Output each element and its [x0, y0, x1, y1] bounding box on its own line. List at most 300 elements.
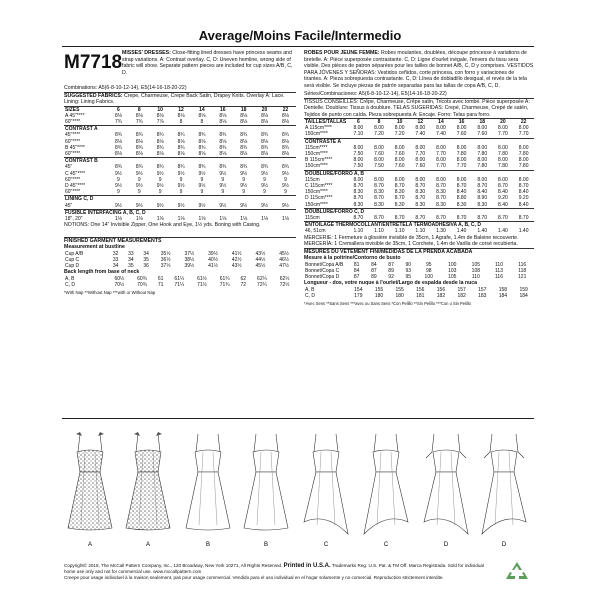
- table-cell: 9: [179, 189, 183, 196]
- table-cell: 60½: [114, 275, 125, 282]
- table-cell: 7.70: [498, 131, 508, 138]
- copyright-line: [64, 563, 494, 575]
- table-cell: 37½: [184, 250, 195, 257]
- table-cell: 8.00: [436, 176, 446, 183]
- table-cell: 8⅛: [135, 112, 143, 119]
- table-cell: 89: [388, 267, 394, 274]
- table-cell: 7.60: [394, 163, 405, 170]
- table-cell: 8.40: [477, 189, 488, 196]
- table-row: [64, 119, 296, 126]
- table-cell: 9½: [261, 170, 269, 177]
- table-cell: 105: [448, 274, 457, 281]
- table-cell: 60¾: [137, 275, 147, 282]
- table-cell: 36: [143, 263, 149, 270]
- table-cell: 1⅛: [156, 215, 164, 222]
- table-cell: 9½: [198, 170, 206, 177]
- row-label: Bonnet/Copa C: [305, 267, 340, 274]
- row-label: 60"****: [65, 138, 81, 145]
- table-cell: 7.10: [353, 131, 364, 138]
- dress-figure-c: [364, 434, 408, 548]
- table-cell: 8.30: [436, 189, 446, 196]
- table-cell: 71: [157, 281, 164, 288]
- row-label: Cup A/B: [65, 250, 84, 257]
- table-cell: 8.00: [353, 144, 364, 151]
- table-cell: 7.50: [353, 151, 364, 158]
- bustline-subtitle: Measurement at bustline: [64, 244, 125, 251]
- table-cell: 8.00: [394, 144, 405, 151]
- dress-figure-a: [126, 432, 170, 548]
- table-cell: 39½: [184, 263, 195, 270]
- table-cell: 100: [448, 261, 457, 268]
- table-cell: 8.80: [456, 195, 467, 202]
- table-cell: 1.10: [415, 228, 426, 235]
- table-cell: 8¾: [219, 164, 227, 171]
- table-cell: 8¾: [261, 132, 269, 139]
- row-label: 45": [65, 202, 73, 209]
- table-cell: 9½: [177, 182, 185, 189]
- row-label: C, D: [305, 292, 315, 299]
- table-cell: 8¾: [177, 144, 185, 151]
- table-cell: 41½: [208, 263, 218, 270]
- table-row: [64, 189, 296, 196]
- table-cell: 7.80: [477, 163, 488, 170]
- table-cell: 8⅛: [282, 138, 289, 145]
- row-label: 150cm****: [305, 131, 328, 138]
- size-header-cell: 16: [220, 106, 226, 113]
- row-label: CONTRASTE A: [305, 138, 341, 145]
- table-cell: 8.70: [498, 183, 508, 190]
- row-label: 60"****: [65, 118, 81, 125]
- view-letter: D: [443, 542, 449, 548]
- table-cell: 9½: [156, 182, 164, 189]
- table-cell: 1⅛: [135, 215, 143, 222]
- table-cell: 7.60: [415, 163, 426, 170]
- table-cell: 95: [405, 274, 412, 281]
- row-label: LINING C, D: [65, 196, 94, 203]
- table-cell: 1⅛: [114, 215, 122, 222]
- table-cell: 8.00: [518, 157, 529, 164]
- table-cell: 9: [158, 176, 162, 183]
- table-cell: 113: [495, 267, 503, 274]
- fr-es-length-title: Longueur - dos, votre nuque à l'ourlet/Largo de espalda desde la nuca: [304, 280, 478, 287]
- row-label: ENTOILAGE THERMOCOLLANT/ENTRETELA TERMOADHESIVA A, B, C, D: [305, 222, 481, 229]
- size-header-cell: 18: [479, 119, 486, 125]
- row-label: CONTRAST B: [65, 158, 98, 165]
- table-row: [304, 202, 534, 209]
- table-cell: 9½: [135, 202, 143, 209]
- table-cell: 9: [158, 189, 162, 196]
- table-cell: 9½: [114, 202, 122, 209]
- merceria: MERCERÍA: 1 Cremallera invisible de 35cm, 1 Corchete, 1.4m de Varilla de corsé recubierta.: [304, 241, 518, 248]
- table-row: [304, 293, 534, 299]
- table-cell: 9½: [156, 170, 164, 177]
- table-cell: 8¾: [282, 164, 289, 171]
- metric-length-table: [304, 287, 534, 299]
- table-cell: 84: [353, 267, 360, 274]
- table-cell: 184: [519, 292, 528, 299]
- row-label: 60"****: [65, 150, 81, 157]
- row-label: D 45"****: [65, 182, 86, 189]
- table-cell: 7¾: [135, 118, 143, 125]
- table-cell: 8.00: [518, 144, 529, 151]
- table-cell: 9: [179, 176, 183, 183]
- table-cell: 157: [457, 286, 466, 293]
- table-cell: 8.70: [477, 215, 488, 222]
- table-cell: 8.00: [374, 125, 384, 132]
- row-label: A, B: [65, 275, 75, 282]
- table-cell: 8⅛: [135, 138, 143, 145]
- back-length-table: [64, 276, 296, 288]
- table-cell: 1.10: [353, 228, 364, 235]
- table-cell: 9: [242, 189, 246, 196]
- table-cell: 8.30: [477, 201, 488, 208]
- size-header-cell: 22: [282, 106, 289, 113]
- table-cell: 8.00: [353, 176, 364, 183]
- french-spanish-rights: Creepe pour usage individuel à la maison seulement, pas pour usage commercial. Vendido para el uso individual en el hogar solamente y no comercial. Reproduction strictement interdite.: [64, 575, 444, 580]
- table-cell: 8¾: [198, 132, 206, 139]
- row-label: Bonnet/Copa A/B: [305, 261, 344, 268]
- table-cell: 8⅛: [114, 138, 122, 145]
- table-cell: 61: [157, 275, 164, 282]
- table-cell: 8.30: [353, 189, 364, 196]
- table-cell: 8.70: [415, 195, 426, 202]
- table-cell: 8.70: [374, 183, 384, 190]
- table-cell: 9: [221, 176, 225, 183]
- table-cell: 38½: [184, 256, 195, 263]
- table-cell: 8⅛: [219, 150, 227, 157]
- table-cell: 7.60: [477, 131, 488, 138]
- table-cell: 8.70: [415, 215, 426, 222]
- table-cell: 156: [436, 286, 446, 293]
- row-label: DOUBLURE/FORRO C, D: [305, 208, 365, 215]
- table-cell: 1.10: [374, 228, 384, 235]
- table-cell: 9½: [219, 170, 227, 177]
- table-cell: 8.00: [353, 125, 364, 132]
- table-cell: 155: [374, 286, 384, 293]
- fabrics-block: [64, 92, 296, 106]
- row-label: B 45"****: [65, 144, 85, 151]
- table-cell: 8.40: [518, 201, 529, 208]
- table-cell: 61¼: [174, 275, 185, 282]
- table-cell: 100: [424, 274, 433, 281]
- table-cell: 8¾: [114, 132, 122, 139]
- table-cell: 8¾: [282, 132, 289, 139]
- table-cell: 8¾: [240, 164, 248, 171]
- table-cell: 7.40: [415, 131, 426, 138]
- table-cell: 46½: [279, 256, 289, 263]
- table-cell: 7.60: [374, 151, 384, 158]
- table-cell: 1⅛: [240, 215, 248, 222]
- table-cell: 7.80: [498, 151, 508, 158]
- row-label: C 115cm****: [305, 183, 333, 190]
- row-label: 150cm****: [305, 189, 328, 196]
- table-cell: 36½: [160, 256, 171, 263]
- fr-es-nap-footnote: *Avec Sens **Sans Sens ***avec ou Sans Sens *Con Pelillo **Sin Pelillo ***Con o Sin Pelillo: [304, 301, 471, 307]
- table-cell: 9½: [156, 202, 164, 209]
- table-cell: 7.60: [394, 151, 405, 158]
- table-cell: 8.00: [415, 125, 426, 132]
- table-cell: 158: [498, 286, 508, 293]
- table-cell: 7.40: [436, 131, 446, 138]
- table-cell: 9: [137, 176, 141, 183]
- table-cell: 8¾: [156, 164, 164, 171]
- footer: [64, 563, 494, 581]
- row-label: 150cm****: [305, 151, 328, 158]
- table-cell: 9: [117, 176, 120, 183]
- table-cell: 8⅛: [261, 112, 269, 119]
- table-cell: 98: [425, 267, 432, 274]
- table-cell: 35½: [160, 250, 171, 257]
- size-header-cell: 14: [438, 119, 444, 125]
- size-header-row: [64, 106, 296, 113]
- table-cell: 7.80: [456, 151, 467, 158]
- table-cell: 8.40: [456, 189, 467, 196]
- table-cell: 71¼: [174, 281, 185, 288]
- row-label: C, D: [65, 281, 75, 288]
- table-cell: 9.20: [518, 195, 529, 202]
- english-column: [64, 50, 296, 297]
- table-cell: 183: [478, 292, 487, 299]
- metric-yardage-table: [304, 118, 534, 235]
- table-cell: 179: [354, 292, 363, 299]
- table-cell: 8.00: [477, 144, 488, 151]
- table-cell: 9½: [114, 170, 122, 177]
- fr-es-combinations: Séries/Combinaciones: A5(6-8-10-12-14), E5(14-16-18-20-22): [304, 91, 447, 97]
- table-cell: 9½: [135, 182, 143, 189]
- dress-figure-b: [186, 434, 230, 548]
- table-cell: 8.00: [456, 125, 467, 132]
- row-label: 150cm****: [305, 163, 328, 170]
- table-cell: 7.80: [477, 151, 488, 158]
- table-cell: 70¾: [137, 281, 147, 288]
- table-cell: 8⅛: [177, 150, 185, 157]
- row-label: A, B: [305, 286, 315, 293]
- row-label: Bonnet/Copa D: [305, 274, 340, 281]
- table-cell: 8.00: [436, 157, 446, 164]
- description-title: MISSES' DRESSES:: [122, 50, 171, 56]
- table-cell: 8.30: [353, 201, 364, 208]
- table-cell: 8.70: [436, 215, 446, 222]
- table-cell: 8.00: [498, 125, 508, 132]
- table-cell: 8¾: [240, 132, 248, 139]
- table-cell: 156: [416, 286, 425, 293]
- table-cell: 71¾: [219, 281, 230, 288]
- table-cell: 8.00: [498, 176, 508, 183]
- table-cell: 1.40: [456, 228, 467, 235]
- table-cell: 8.00: [518, 176, 529, 183]
- table-cell: 33: [112, 256, 119, 263]
- table-cell: 1.10: [394, 228, 405, 235]
- table-row: [304, 170, 534, 177]
- table-cell: 8.30: [394, 189, 405, 196]
- fabrics-title: SUGGESTED FABRICS:: [64, 92, 123, 99]
- table-cell: 8⅛: [261, 138, 269, 145]
- table-cell: 8⅛: [240, 150, 248, 157]
- table-cell: 8.70: [353, 183, 364, 190]
- table-cell: 157: [478, 286, 487, 293]
- table-cell: 8.00: [477, 157, 488, 164]
- table-cell: 41½: [231, 250, 242, 257]
- view-letter: B: [205, 542, 211, 548]
- table-cell: 8⅛: [219, 138, 227, 145]
- table-cell: 44½: [255, 256, 266, 263]
- table-cell: 9½: [198, 182, 206, 189]
- table-cell: 8.00: [374, 144, 384, 151]
- size-header-cell: 6: [117, 106, 120, 113]
- table-cell: 8⅛: [198, 150, 206, 157]
- size-header-cell: 8: [377, 119, 381, 125]
- size-header-cell: 22: [520, 119, 527, 125]
- table-cell: 8.90: [477, 195, 488, 202]
- size-header-row: [304, 119, 534, 126]
- table-cell: 72: [240, 281, 247, 288]
- table-cell: 110: [495, 261, 503, 268]
- table-cell: 7.70: [436, 151, 446, 158]
- table-cell: 8: [200, 118, 204, 125]
- row-label: FUSIBLE INTERFACING A, B, C, D: [65, 209, 146, 216]
- table-row: [64, 196, 296, 203]
- row-label: B 115cm****: [305, 157, 333, 164]
- row-label: D 115cm****: [305, 195, 333, 202]
- table-cell: 72¼: [257, 281, 267, 288]
- sizes-label: TAILLES/TALLAS: [305, 119, 347, 125]
- table-cell: 8.00: [415, 144, 426, 151]
- table-cell: 61¾: [219, 275, 230, 282]
- table-cell: 9½: [177, 202, 185, 209]
- view-letter: B: [263, 542, 269, 548]
- technical-drawings: [60, 430, 540, 550]
- table-cell: 34: [143, 250, 149, 257]
- row-label: 115cm****: [305, 144, 328, 151]
- table-cell: 8.70: [415, 183, 426, 190]
- table-cell: 9½: [240, 182, 248, 189]
- table-cell: 8⅛: [282, 112, 289, 119]
- row-label: Cup D: [65, 263, 80, 270]
- table-cell: 8¾: [219, 132, 227, 139]
- table-cell: 8⅛: [219, 118, 227, 125]
- table-cell: 8⅛: [177, 138, 185, 145]
- combinations: Combinations: A5(6-8-10-12-14), E5(14-16-18-20-22): [64, 85, 187, 91]
- table-cell: 7.70: [518, 131, 529, 138]
- table-row: [64, 126, 296, 133]
- table-cell: 8¾: [198, 164, 206, 171]
- fr-es-fabrics: TISSUS CONSEILLÉS: Crêpe, Charmeuse, Crêpe satin, Tricots avec tombé. Pièce superposée A: Dentelle. Doublure: Tissus à doublure. TELAS SUGERIDAS: Crepé, Charmeuse, Crepé de satén, Tejidos de punto con caída. Pieza sobrepuesta A: Encaje. Forro: Telas para forro.: [304, 98, 534, 119]
- table-cell: 45½: [279, 250, 289, 257]
- table-cell: 9: [200, 176, 204, 183]
- size-header-cell: 18: [240, 106, 247, 113]
- table-cell: 1⅛: [282, 215, 289, 222]
- table-cell: 8.30: [374, 201, 384, 208]
- table-cell: 32: [112, 250, 119, 257]
- table-cell: 9: [242, 176, 246, 183]
- table-cell: 87: [388, 261, 394, 268]
- table-row: [304, 215, 534, 222]
- table-cell: 8.30: [394, 201, 405, 208]
- table-cell: 89: [371, 274, 377, 281]
- table-cell: 9½: [219, 182, 227, 189]
- table-row: [304, 131, 534, 138]
- table-cell: 8¾: [261, 164, 269, 171]
- recycle-icon: [504, 560, 530, 582]
- table-cell: 87: [371, 267, 377, 274]
- size-header-cell: 12: [178, 106, 184, 113]
- table-cell: 7¾: [114, 118, 122, 125]
- table-cell: 118: [518, 267, 527, 274]
- table-cell: 8.00: [477, 176, 488, 183]
- table-cell: 7.70: [456, 163, 467, 170]
- table-cell: 37½: [160, 263, 171, 270]
- table-cell: 81: [353, 261, 360, 268]
- table-cell: 71½: [197, 281, 207, 288]
- table-cell: 7⅞: [156, 118, 164, 125]
- table-cell: 9½: [135, 170, 143, 177]
- dress-figure-a: [68, 432, 112, 548]
- table-cell: 8.70: [394, 215, 405, 222]
- fr-es-description-text: Robes moulantes, doublées, découpe princesse à variations de bretelle. A: Pièce superposée contrastante. C, D: Ligne d'ourlet inégale, l'envers du tissu sera visible. Des pièces de patron séparées pour les tailles de bonnet A/B, C, D y comprises. VESTIDOS PARA JÓVENES Y SEÑORAS: Vestidos ceñidos, corte princesa, con forro y variaciones de tirantes. A: Pieza sobrepuesta contrastante. C, D: Línea de dobladillo desigual, el revés de la tela será visible. Se incluye piezas de patrón separadas para las tallas de copa A/B, C, D.: [304, 50, 534, 89]
- row-label: 45"****: [65, 132, 81, 139]
- table-cell: 8.00: [394, 157, 405, 164]
- table-cell: 8⅛: [156, 138, 164, 145]
- table-cell: 8⅛: [156, 150, 164, 157]
- row-label: 115cm: [305, 176, 320, 183]
- table-row: [304, 208, 534, 215]
- table-cell: 8.70: [518, 215, 529, 222]
- row-label: 150cm****: [305, 201, 328, 208]
- table-cell: 159: [519, 286, 528, 293]
- table-cell: 8⅛: [114, 112, 122, 119]
- row-label: 60"****: [65, 189, 81, 196]
- view-letter: A: [145, 542, 151, 548]
- table-cell: 8.70: [498, 215, 508, 222]
- table-cell: 8¾: [240, 144, 248, 151]
- table-cell: 8.30: [456, 201, 467, 208]
- table-cell: 8.00: [415, 176, 426, 183]
- metric-bust-table: [304, 262, 534, 281]
- table-row: [64, 151, 296, 158]
- table-cell: 9½: [240, 170, 248, 177]
- table-cell: 9½: [282, 202, 289, 209]
- row-label: 115cm: [305, 215, 320, 222]
- table-cell: 8.00: [374, 157, 384, 164]
- table-cell: 7.70: [436, 163, 446, 170]
- table-cell: 8.00: [456, 144, 467, 151]
- table-cell: 9½: [198, 202, 206, 209]
- table-cell: 43½: [231, 263, 242, 270]
- table-cell: 8.70: [518, 183, 529, 190]
- table-cell: 8: [179, 118, 183, 125]
- table-cell: 8.30: [436, 201, 446, 208]
- table-cell: 43½: [255, 250, 266, 257]
- table-cell: 70½: [114, 281, 125, 288]
- table-cell: 8⅛: [219, 112, 227, 119]
- table-cell: 7.50: [353, 163, 364, 170]
- table-cell: 9: [263, 189, 266, 196]
- table-cell: 9½: [177, 170, 185, 177]
- size-header-cell: 10: [157, 106, 163, 113]
- row-label: A 45"****: [65, 112, 85, 119]
- bust-measure-table: [64, 251, 296, 270]
- table-cell: 9: [137, 189, 141, 196]
- back-length-title: Back length from base of neck: [64, 269, 140, 276]
- row-label: 45": [65, 164, 73, 171]
- table-cell: 8.00: [394, 125, 405, 132]
- finished-measurements-title: FINISHED GARMENT MEASUREMENTS: [64, 237, 296, 245]
- table-cell: 1.30: [436, 228, 446, 235]
- table-cell: 8.70: [436, 195, 446, 202]
- fr-es-measure-title: MESURES DU VÊTEMENT FINI/MEDIDAS DE LA PRENDA ACABADA: [304, 248, 534, 256]
- table-cell: 8.00: [518, 125, 529, 132]
- table-cell: 9.20: [498, 195, 508, 202]
